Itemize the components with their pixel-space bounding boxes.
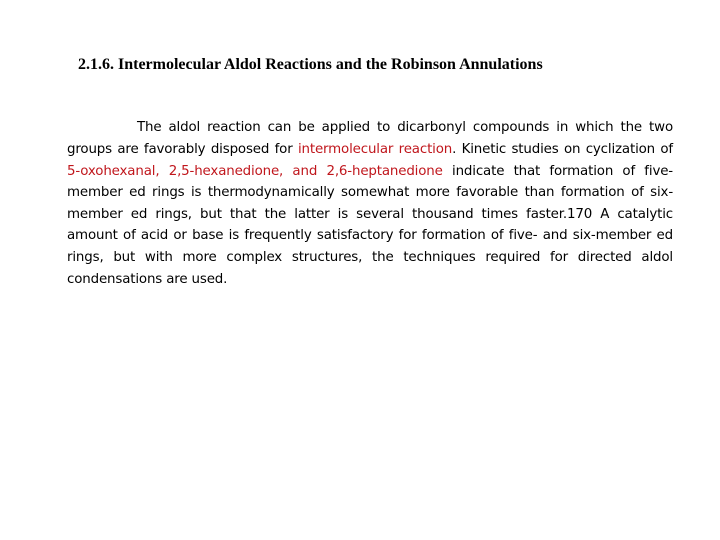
paragraph-text-2: . Kinetic studies on cyclization of [452, 141, 673, 157]
section-heading: 2.1.6. Intermolecular Aldol Reactions and the Robinson Annulations [78, 56, 543, 73]
body-paragraph [67, 117, 673, 290]
highlighted-compound-list: 5-oxohexanal, 2,5-hexanedione, and 2,6-heptanedione [67, 163, 443, 179]
paragraph-text-1: The aldol reaction can be applied to dicarbonyl compounds in which the two groups are favorably disposed for [67, 120, 673, 157]
highlighted-term-intermolecular-reaction: intermolecular reaction [297, 141, 453, 157]
paragraph-text-3: indicate that formation of five-member ed rings is thermodynamically somewhat more favorable than formation of six-member ed rings, but that the latter is several thousand times faster.170 A catalytic amount of acid or base is frequently satisfactory for formation of five- and six-member ed rings, but with more complex structures, the techniques required for directed aldol condensations are used. [67, 163, 673, 287]
